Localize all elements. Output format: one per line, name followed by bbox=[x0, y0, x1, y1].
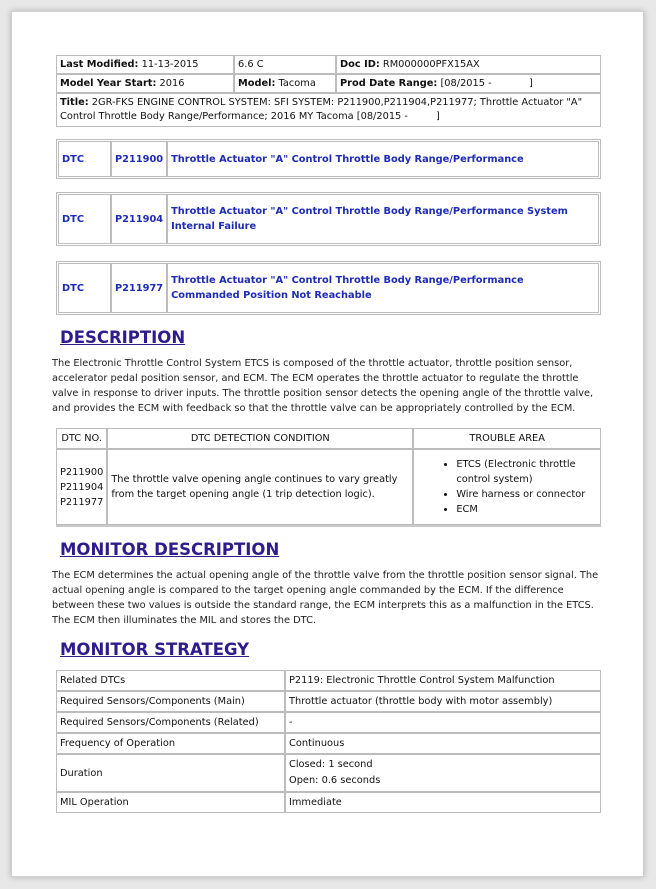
strategy-value: Immediate bbox=[285, 792, 601, 813]
model-year-cell bbox=[56, 74, 234, 93]
col-header-trouble-area: TROUBLE AREA bbox=[413, 428, 601, 449]
model-cell bbox=[234, 74, 336, 93]
doc-id-label: Doc ID: bbox=[340, 59, 380, 70]
strategy-label: MIL Operation bbox=[56, 792, 285, 813]
dtc-entry-box bbox=[56, 139, 601, 179]
description-text: The Electronic Throttle Control System ETCS is composed of the throttle actuator, throttle position sensor, accelerator pedal position sensor, and ECM. The ECM operates the throttle actuator to regulate the throttle valve in response to driver inputs. The throttle position sensor detects the opening angle of the throttle valve, and provides the ECM with feedback so that the throttle valve can be appropriately controlled by the ECM. bbox=[52, 358, 594, 414]
strategy-label: Duration bbox=[56, 754, 285, 792]
prod-date-value: [08/2015 - ] bbox=[440, 78, 533, 89]
monitor-description-heading: MONITOR DESCRIPTION bbox=[60, 540, 280, 559]
prod-date-cell bbox=[336, 74, 601, 93]
title-cell bbox=[56, 93, 601, 127]
dtc-code: P211904 bbox=[111, 194, 167, 244]
dtc-code-item: P211904 bbox=[60, 481, 104, 493]
version-cell bbox=[234, 55, 336, 74]
dtc-code: P211977 bbox=[111, 263, 167, 313]
last-modified-cell bbox=[56, 55, 234, 74]
dtc-code: P211900 bbox=[111, 141, 167, 177]
col-header-condition: DTC DETECTION CONDITION bbox=[107, 428, 413, 449]
model-label: Model: bbox=[238, 78, 276, 89]
dtc-codes-cell bbox=[56, 449, 107, 525]
dtc-type: DTC bbox=[58, 194, 111, 244]
duration-open: Open: 0.6 seconds bbox=[289, 775, 381, 786]
strategy-value: Throttle actuator (throttle body with motor assembly) bbox=[285, 691, 601, 712]
model-value: Tacoma bbox=[278, 78, 316, 89]
model-year-label: Model Year Start: bbox=[60, 78, 157, 89]
doc-id-cell bbox=[336, 55, 601, 74]
document-page bbox=[11, 11, 644, 877]
strategy-value: P2119: Electronic Throttle Control System Malfunction bbox=[285, 670, 601, 691]
prod-date-label: Prod Date Range: bbox=[340, 78, 438, 89]
monitor-strategy-heading: MONITOR STRATEGY bbox=[60, 640, 250, 659]
table-row bbox=[56, 691, 601, 712]
dtc-type: DTC bbox=[58, 141, 111, 177]
title-label: Title: bbox=[60, 97, 89, 108]
title-value: 2GR-FKS ENGINE CONTROL SYSTEM: SFI SYSTEM: P211900,P211904,P211977; Throttle Actuator "A" Control Throttle Body Range/Performance; 2016 MY Tacoma [08/2015 - ] bbox=[60, 97, 586, 122]
version-value: 6.6 C bbox=[238, 59, 264, 70]
dtc-description: Throttle Actuator "A" Control Throttle Body Range/Performance bbox=[167, 141, 599, 177]
doc-id-value: RM000000PFX15AX bbox=[382, 59, 480, 70]
strategy-label: Required Sensors/Components (Related) bbox=[56, 712, 285, 733]
strategy-label: Frequency of Operation bbox=[56, 733, 285, 754]
dtc-code-item: P211900 bbox=[60, 466, 104, 478]
list-item: • Wire harness or connector bbox=[456, 487, 597, 502]
dtc-type: DTC bbox=[58, 263, 111, 313]
table-row bbox=[56, 712, 601, 733]
trouble-area-list bbox=[442, 457, 597, 517]
dtc-description: Throttle Actuator "A" Control Throttle Body Range/Performance Commanded Position Not Reachable bbox=[167, 263, 599, 313]
strategy-label: Required Sensors/Components (Main) bbox=[56, 691, 285, 712]
last-modified-label: Last Modified: bbox=[60, 59, 139, 70]
duration-closed: Closed: 1 second bbox=[289, 759, 373, 770]
detection-condition-cell: The throttle valve opening angle continues to vary greatly from the target opening angle (1 trip detection logic). bbox=[107, 449, 413, 525]
strategy-value: - bbox=[285, 712, 601, 733]
dtc-description: Throttle Actuator "A" Control Throttle Body Range/Performance System Internal Failure bbox=[167, 194, 599, 244]
table-row bbox=[56, 733, 601, 754]
strategy-value bbox=[285, 754, 601, 792]
trouble-area-cell bbox=[413, 449, 601, 525]
table-row bbox=[56, 754, 601, 792]
strategy-value: Continuous bbox=[285, 733, 601, 754]
header-table bbox=[56, 55, 601, 127]
divider bbox=[56, 525, 601, 527]
dtc-condition-table bbox=[56, 428, 601, 525]
table-row bbox=[56, 792, 601, 813]
model-year-value: 2016 bbox=[159, 78, 185, 89]
list-item: • ECM bbox=[456, 502, 597, 517]
col-header-dtc-no: DTC NO. bbox=[56, 428, 107, 449]
dtc-entry-box bbox=[56, 192, 601, 246]
description-heading: DESCRIPTION bbox=[60, 328, 186, 347]
table-row bbox=[56, 670, 601, 691]
document-content bbox=[52, 55, 601, 813]
monitor-strategy-table bbox=[56, 670, 601, 813]
dtc-entry-box bbox=[56, 261, 601, 315]
strategy-label: Related DTCs bbox=[56, 670, 285, 691]
monitor-description-text: The ECM determines the actual opening angle of the throttle valve from the throttle position sensor signal. The actual opening angle is compared to the target opening angle commanded by the ECM. If the difference between these two values is outside the standard range, the ECM interprets this as a malfunction in the ETCS. The ECM then illuminates the MIL and stores the DTC. bbox=[52, 570, 599, 626]
last-modified-value: 11-13-2015 bbox=[141, 59, 199, 70]
list-item: • ETCS (Electronic throttle control system) bbox=[456, 457, 597, 487]
dtc-code-item: P211977 bbox=[60, 496, 104, 508]
